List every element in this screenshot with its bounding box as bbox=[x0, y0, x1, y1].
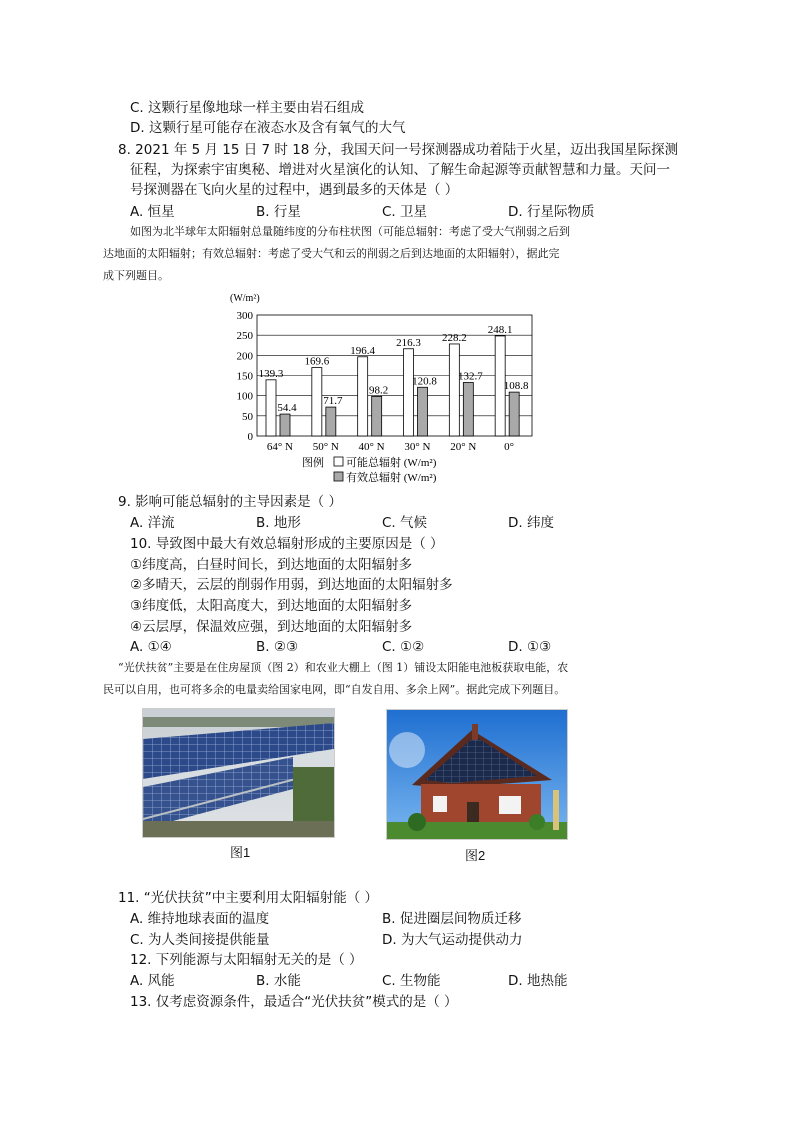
pv-intro-line1: “光伏扶贫”主要是在住房屋顶（图 2）和农业大棚上（图 1）铺设太阳能电池板获取电能，农 bbox=[118, 661, 569, 674]
q12-option-a: A. 风能 bbox=[130, 973, 175, 989]
q9-option-d: D. 纬度 bbox=[508, 515, 554, 531]
data-label-possible: 139.3 bbox=[258, 367, 284, 380]
y-tick-label: 200 bbox=[236, 350, 253, 363]
q10-statement-1: ①纬度高，白昼时间长，到达地面的太阳辐射多 bbox=[130, 557, 413, 573]
y-tick-label: 300 bbox=[236, 310, 253, 322]
figure1-caption: 图1 bbox=[230, 845, 251, 860]
q11-option-c: C. 为人类间接提供能量 bbox=[130, 932, 270, 948]
data-label-possible: 216.3 bbox=[396, 336, 421, 349]
y-tick-label: 0 bbox=[247, 431, 253, 443]
bar-possible-radiation bbox=[449, 344, 459, 436]
bar-effective-radiation bbox=[509, 392, 519, 436]
x-tick-label: 20° N bbox=[450, 441, 477, 453]
bar-effective-radiation bbox=[418, 387, 428, 436]
q10-statement-2: ②多晴天，云层的削弱作用弱，到达地面的太阳辐射多 bbox=[130, 577, 453, 593]
legend-label-effective: 有效总辐射 (W/m²) bbox=[346, 472, 437, 484]
pv-intro-line2: 民可以自用，也可将多余的电量卖给国家电网，即“自发自用、多余上网”。据此完成下列题目。 bbox=[103, 683, 566, 696]
y-tick-label: 250 bbox=[236, 330, 253, 343]
legend-label-possible: 可能总辐射 (W/m²) bbox=[346, 457, 437, 469]
q8-stem-line2: 征程，为探索宇宙奥秘、增进对火星演化的认知、了解生命起源等贡献智慧和力量。天问一 bbox=[130, 162, 670, 178]
q11-option-a: A. 维持地球表面的温度 bbox=[130, 911, 270, 927]
q9-option-b: B. 地形 bbox=[256, 515, 301, 531]
q10-option-c: C. ①② bbox=[382, 639, 425, 655]
q12-option-d: D. 地热能 bbox=[508, 973, 568, 989]
bar-possible-radiation bbox=[358, 357, 368, 436]
figure2-caption: 图2 bbox=[465, 848, 486, 863]
data-label-effective: 108.8 bbox=[503, 380, 529, 393]
bar-possible-radiation bbox=[266, 380, 276, 436]
chart-intro-line3: 成下列题目。 bbox=[103, 269, 169, 282]
q9-option-c: C. 气候 bbox=[382, 515, 428, 531]
y-tick-label: 150 bbox=[236, 370, 253, 383]
q12-option-c: C. 生物能 bbox=[382, 973, 441, 989]
q11-option-b: B. 促进圈层间物质迁移 bbox=[382, 911, 522, 927]
q13-stem: 13. 仅考虑资源条件，最适合“光伏扶贫”模式的是（ ） bbox=[130, 994, 458, 1010]
x-tick-label: 50° N bbox=[312, 441, 339, 453]
x-tick-label: 64° N bbox=[266, 441, 293, 453]
data-label-effective: 71.7 bbox=[323, 395, 343, 408]
data-label-possible: 169.6 bbox=[304, 355, 330, 368]
bar-effective-radiation bbox=[463, 382, 473, 436]
bar-effective-radiation bbox=[326, 407, 336, 436]
data-label-possible: 248.1 bbox=[487, 323, 513, 336]
q8-stem-line1: 8. 2021 年 5 月 15 日 7 时 18 分，我国天问一号探测器成功着陆于火星，迈出我国星际探测 bbox=[118, 142, 679, 158]
x-tick-label: 30° N bbox=[404, 441, 431, 453]
chart-svg bbox=[222, 288, 542, 488]
q8-option-c: C. 卫星 bbox=[382, 204, 428, 220]
q8-stem-line3: 号探测器在飞向火星的过程中，遇到最多的天体是（ ） bbox=[130, 182, 459, 198]
legend-swatch-possible bbox=[334, 457, 343, 466]
data-label-effective: 54.4 bbox=[277, 402, 297, 415]
q10-stem: 10. 导致图中最大有效总辐射形成的主要原因是（ ） bbox=[130, 536, 444, 552]
q10-option-d: D. ①③ bbox=[508, 639, 552, 655]
q7-option-c: C. 这颗行星像地球一样主要由岩石组成 bbox=[130, 100, 365, 116]
data-label-possible: 196.4 bbox=[350, 344, 376, 357]
chart-intro-line1: 如图为北半球年太阳辐射总量随纬度的分布柱状图（可能总辐射：考虑了受大气削弱之后到 bbox=[130, 225, 570, 238]
data-label-possible: 228.2 bbox=[441, 331, 467, 344]
bar-effective-radiation bbox=[280, 414, 290, 436]
q10-statement-4: ④云层厚，保温效应强，到达地面的太阳辐射多 bbox=[130, 619, 413, 635]
x-tick-label: 40° N bbox=[358, 441, 385, 453]
q12-stem: 12. 下列能源与太阳辐射无关的是（ ） bbox=[130, 952, 363, 968]
chart-intro-line2: 达地面的太阳辐射；有效总辐射：考虑了受大气和云的削弱之后到达地面的太阳辐射），据此完 bbox=[103, 247, 560, 260]
figure2-house-photo bbox=[386, 709, 568, 840]
legend-title: 图例 bbox=[302, 457, 324, 469]
figure1-greenhouse-photo bbox=[142, 708, 335, 838]
q8-option-b: B. 行星 bbox=[256, 204, 301, 220]
q9-option-a: A. 洋流 bbox=[130, 515, 175, 531]
y-tick-label: 50 bbox=[242, 410, 253, 423]
x-tick-label: 0° bbox=[504, 441, 515, 453]
y-axis-unit-label: (W/m²) bbox=[230, 293, 260, 304]
bar-possible-radiation bbox=[312, 368, 322, 436]
q10-statement-3: ③纬度低，太阳高度大，到达地面的太阳辐射多 bbox=[130, 598, 413, 614]
bar-effective-radiation bbox=[372, 396, 382, 436]
q10-option-b: B. ②③ bbox=[256, 639, 299, 655]
q7-option-d: D. 这颗行星可能存在液态水及含有氧气的大气 bbox=[130, 120, 406, 136]
legend-swatch-effective bbox=[334, 472, 343, 481]
q10-option-a: A. ①④ bbox=[130, 639, 172, 655]
q11-stem: 11. “光伏扶贫”中主要利用太阳辐射能（ ） bbox=[118, 890, 379, 906]
data-label-effective: 132.7 bbox=[457, 370, 483, 383]
bar-possible-radiation bbox=[404, 349, 414, 436]
radiation-bar-chart bbox=[222, 288, 542, 488]
data-label-effective: 98.2 bbox=[369, 384, 389, 397]
data-label-effective: 120.8 bbox=[412, 375, 437, 388]
q8-option-d: D. 行星际物质 bbox=[508, 204, 595, 220]
q8-option-a: A. 恒星 bbox=[130, 204, 175, 220]
q11-option-d: D. 为大气运动提供动力 bbox=[382, 932, 523, 948]
y-tick-label: 100 bbox=[236, 390, 253, 403]
q12-option-b: B. 水能 bbox=[256, 973, 301, 989]
q9-stem: 9. 影响可能总辐射的主导因素是（ ） bbox=[118, 494, 342, 510]
